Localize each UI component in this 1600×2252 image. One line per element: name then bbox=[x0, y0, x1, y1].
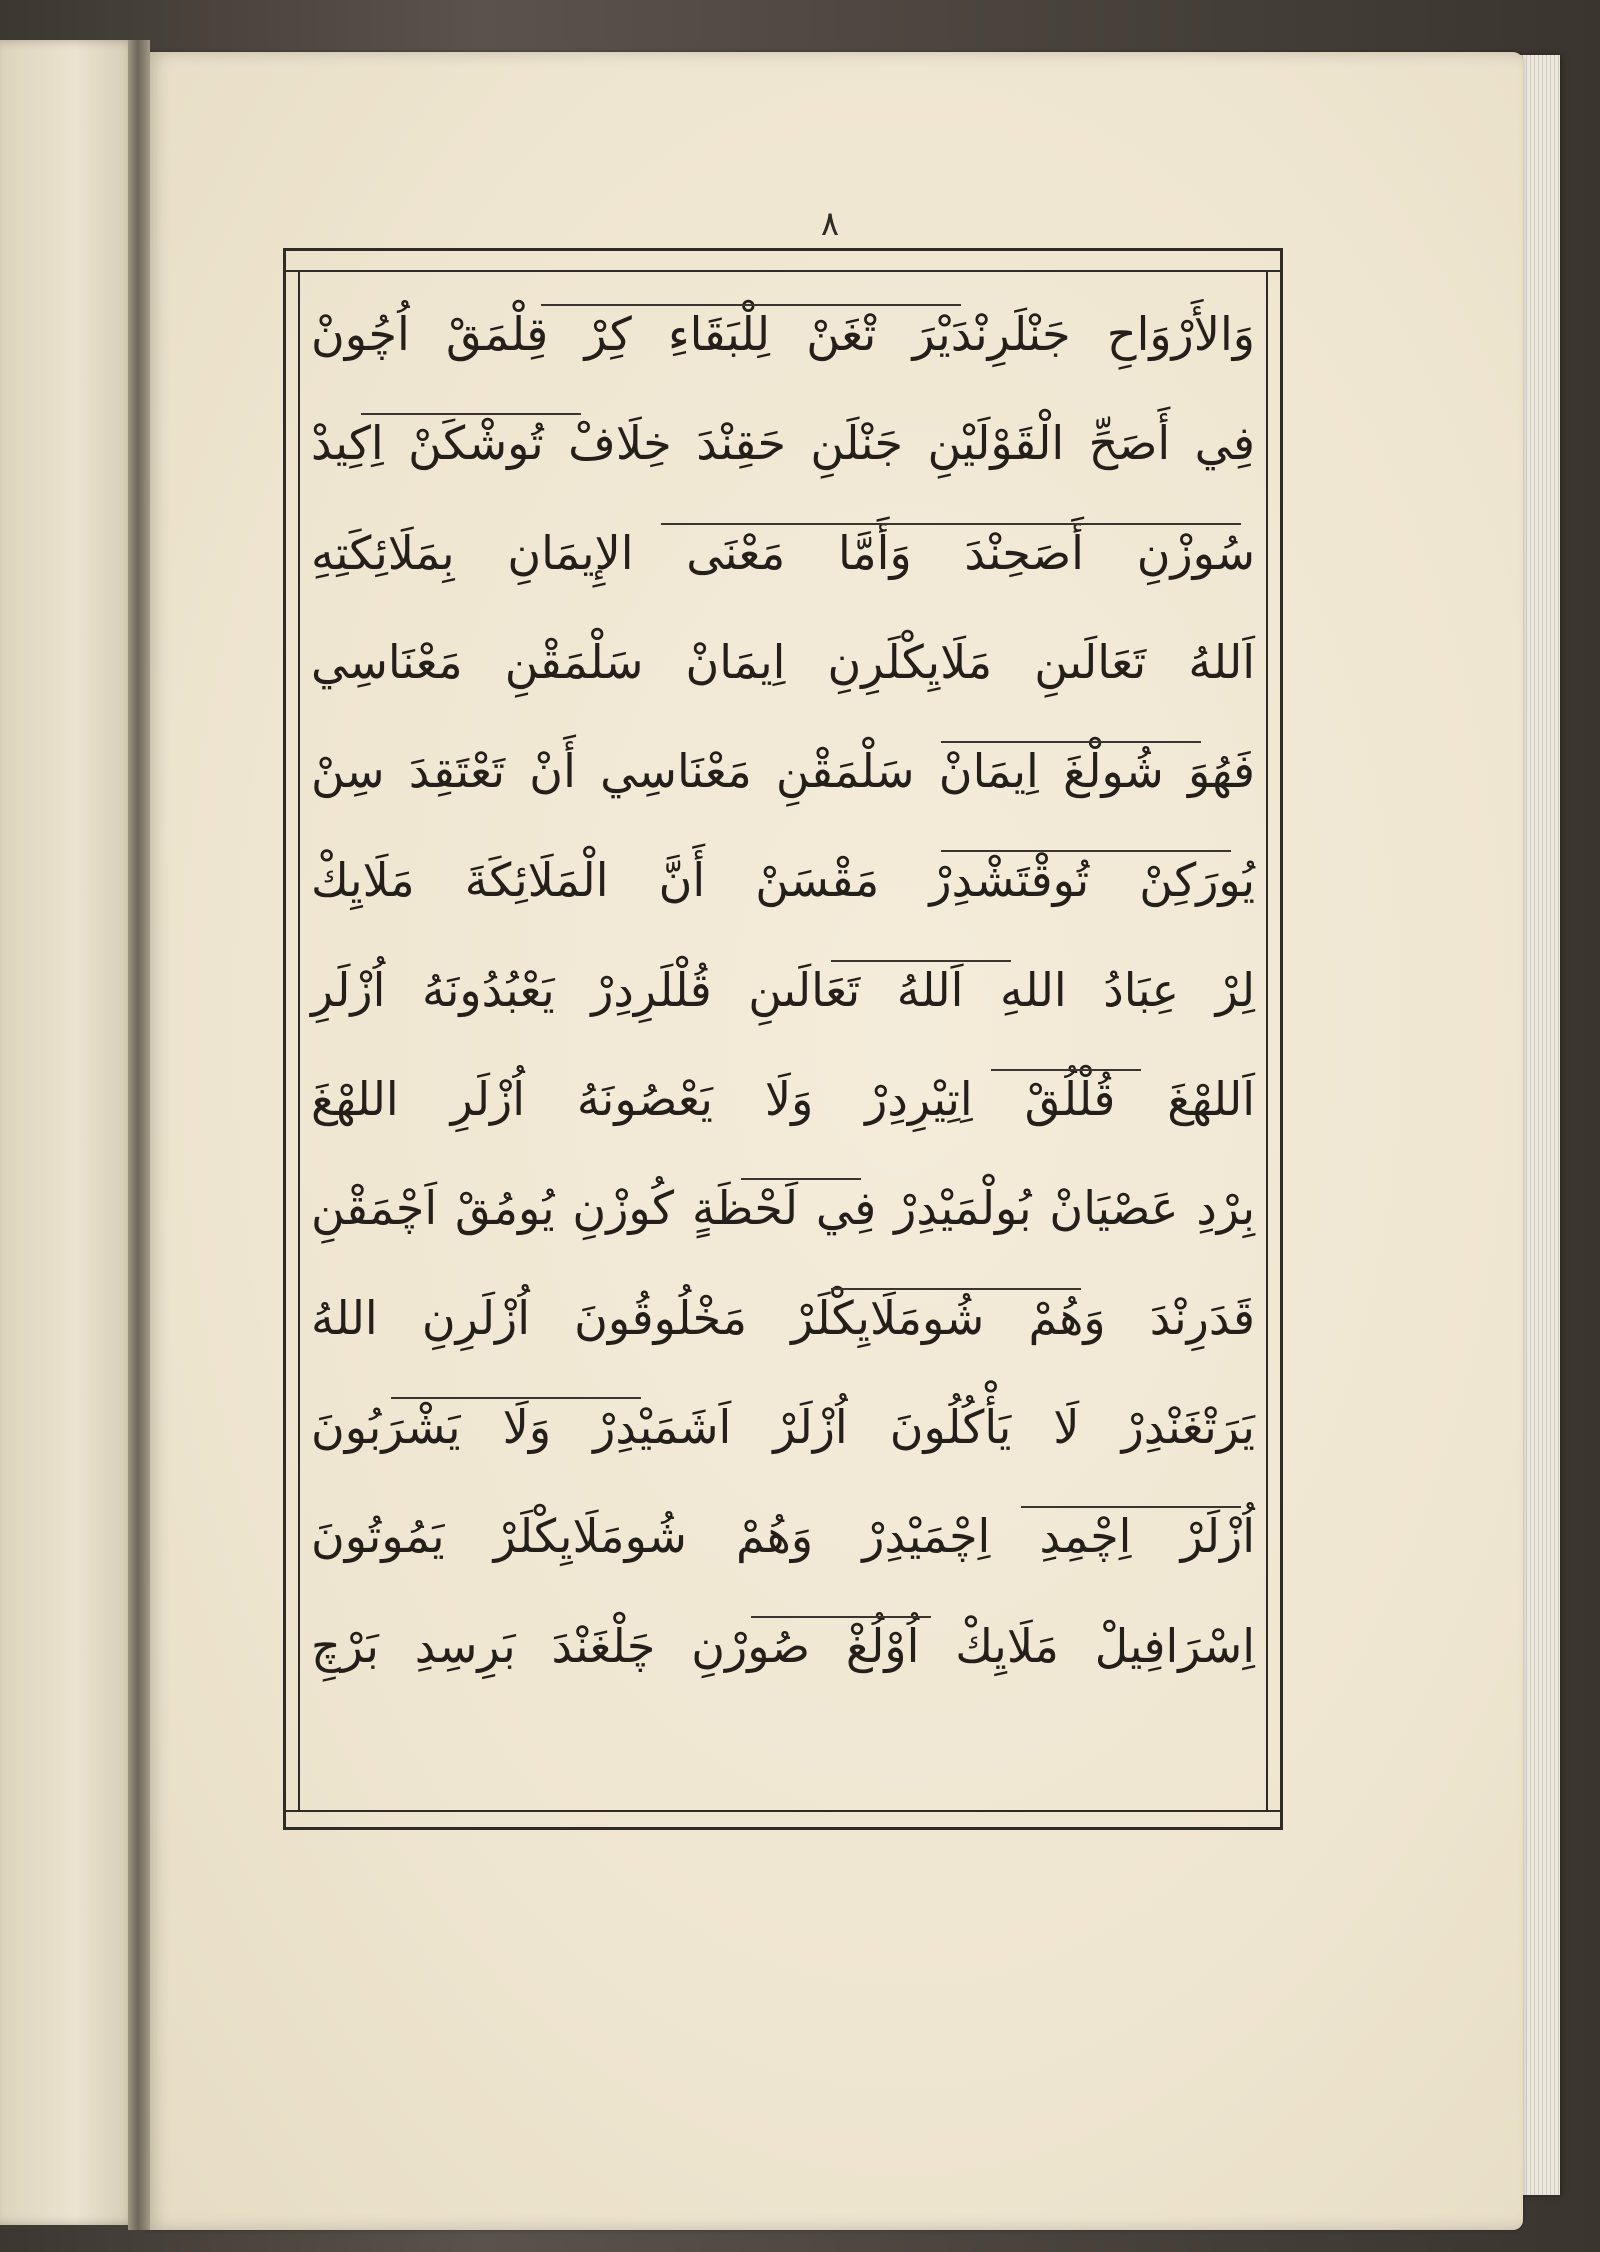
text-line-content: اَللهْغَ قُلْلُقْ اِتِيْرِدِرْ وَلَا يَعْصُونَهُ اُزْلَرِ اللهْغَ bbox=[311, 1072, 1255, 1127]
text-line bbox=[305, 1592, 1261, 1701]
text-line bbox=[305, 717, 1261, 826]
text-line bbox=[305, 1373, 1261, 1482]
text-line-content: فَهُوَ شُولْغَ اِيمَانْ سَلْمَقْنِ مَعْنَاسِي أَنْ تَعْتَقِدَ سِنْ bbox=[311, 744, 1255, 799]
text-line bbox=[305, 608, 1261, 717]
text-line-content: اَللهُ تَعَالَىنِ مَلَايِكْلَرِنِ اِيمَانْ سَلْمَقْنِ مَعْنَاسِي bbox=[311, 634, 1255, 689]
text-line-content: اُزْلَرْ اِچْمِدِ اِچْمَيْدِرْ وَهُمْ شُومَلَايِكْلَرْ يَمُوتُونَ bbox=[311, 1509, 1255, 1564]
text-line bbox=[305, 1482, 1261, 1591]
text-line bbox=[305, 1045, 1261, 1154]
text-line-content: سُوزْنِ أَصَحِنْدَ وَأَمَّا مَعْنَى الإِيمَانِ بِمَلَائِكَتِهِ bbox=[311, 525, 1255, 580]
text-line bbox=[305, 826, 1261, 935]
text-line bbox=[305, 936, 1261, 1045]
text-line-content: يُورَكِنْ تُوقْتَشْدِرْ مَقْسَنْ أَنَّ الْمَلَائِكَةَ مَلَايِكْ bbox=[311, 853, 1255, 908]
book-gutter bbox=[128, 40, 150, 2230]
frame-bottom-rule bbox=[283, 1810, 1283, 1812]
left-page bbox=[0, 40, 138, 2225]
text-line bbox=[305, 1154, 1261, 1263]
text-line-content: فِي أَصَحِّ الْقَوْلَيْنِ جَنْلَنِ حَقِنْدَ خِلَافْ تُوشْكَنْ اِكِيدْ bbox=[311, 416, 1255, 471]
text-line bbox=[305, 1264, 1261, 1373]
text-line-content: قَدَرِنْدَ وَهُمْ شُومَلَايِكْلَرْ مَخْلُوقُونَ اُزْلَرِنِ اللهُ bbox=[311, 1290, 1255, 1345]
text-line-content: بِرْدِ عَصْيَانْ بُولْمَيْدِرْ فِي لَحْظَةٍ كُوزْنِ يُومُقْ اَچْمَقْنِ bbox=[311, 1181, 1255, 1236]
text-line bbox=[305, 499, 1261, 608]
text-line-content: لِرْ عِبَادُ اللهِ اَللهُ تَعَالَىنِ قُلْلَرِدِرْ يَعْبُدُونَهُ اُزْلَرِ bbox=[311, 962, 1255, 1017]
text-line bbox=[305, 389, 1261, 498]
page-number: ٨ bbox=[820, 204, 840, 244]
text-line bbox=[305, 280, 1261, 389]
text-line-content: يَرَتْغَنْدِرْ لَا يَأْكُلُونَ اُزْلَرْ اَشَمَيْدِرْ وَلَا يَشْرَبُونَ bbox=[311, 1399, 1255, 1454]
text-line-content: اِسْرَافِيلْ مَلَايِكْ اُوْلُغْ صُورْنِ چَلْغَنْدَ بَرِسِدِ بَرْچِ bbox=[311, 1618, 1255, 1673]
text-block bbox=[305, 280, 1261, 1701]
text-line-content: وَالأَرْوَاحِ جَنْلَرِنْدَيْرَ تْغَنْ لِلْبَقَاءِ كِرْ قِلْمَقْ اُچُونْ bbox=[311, 307, 1255, 361]
